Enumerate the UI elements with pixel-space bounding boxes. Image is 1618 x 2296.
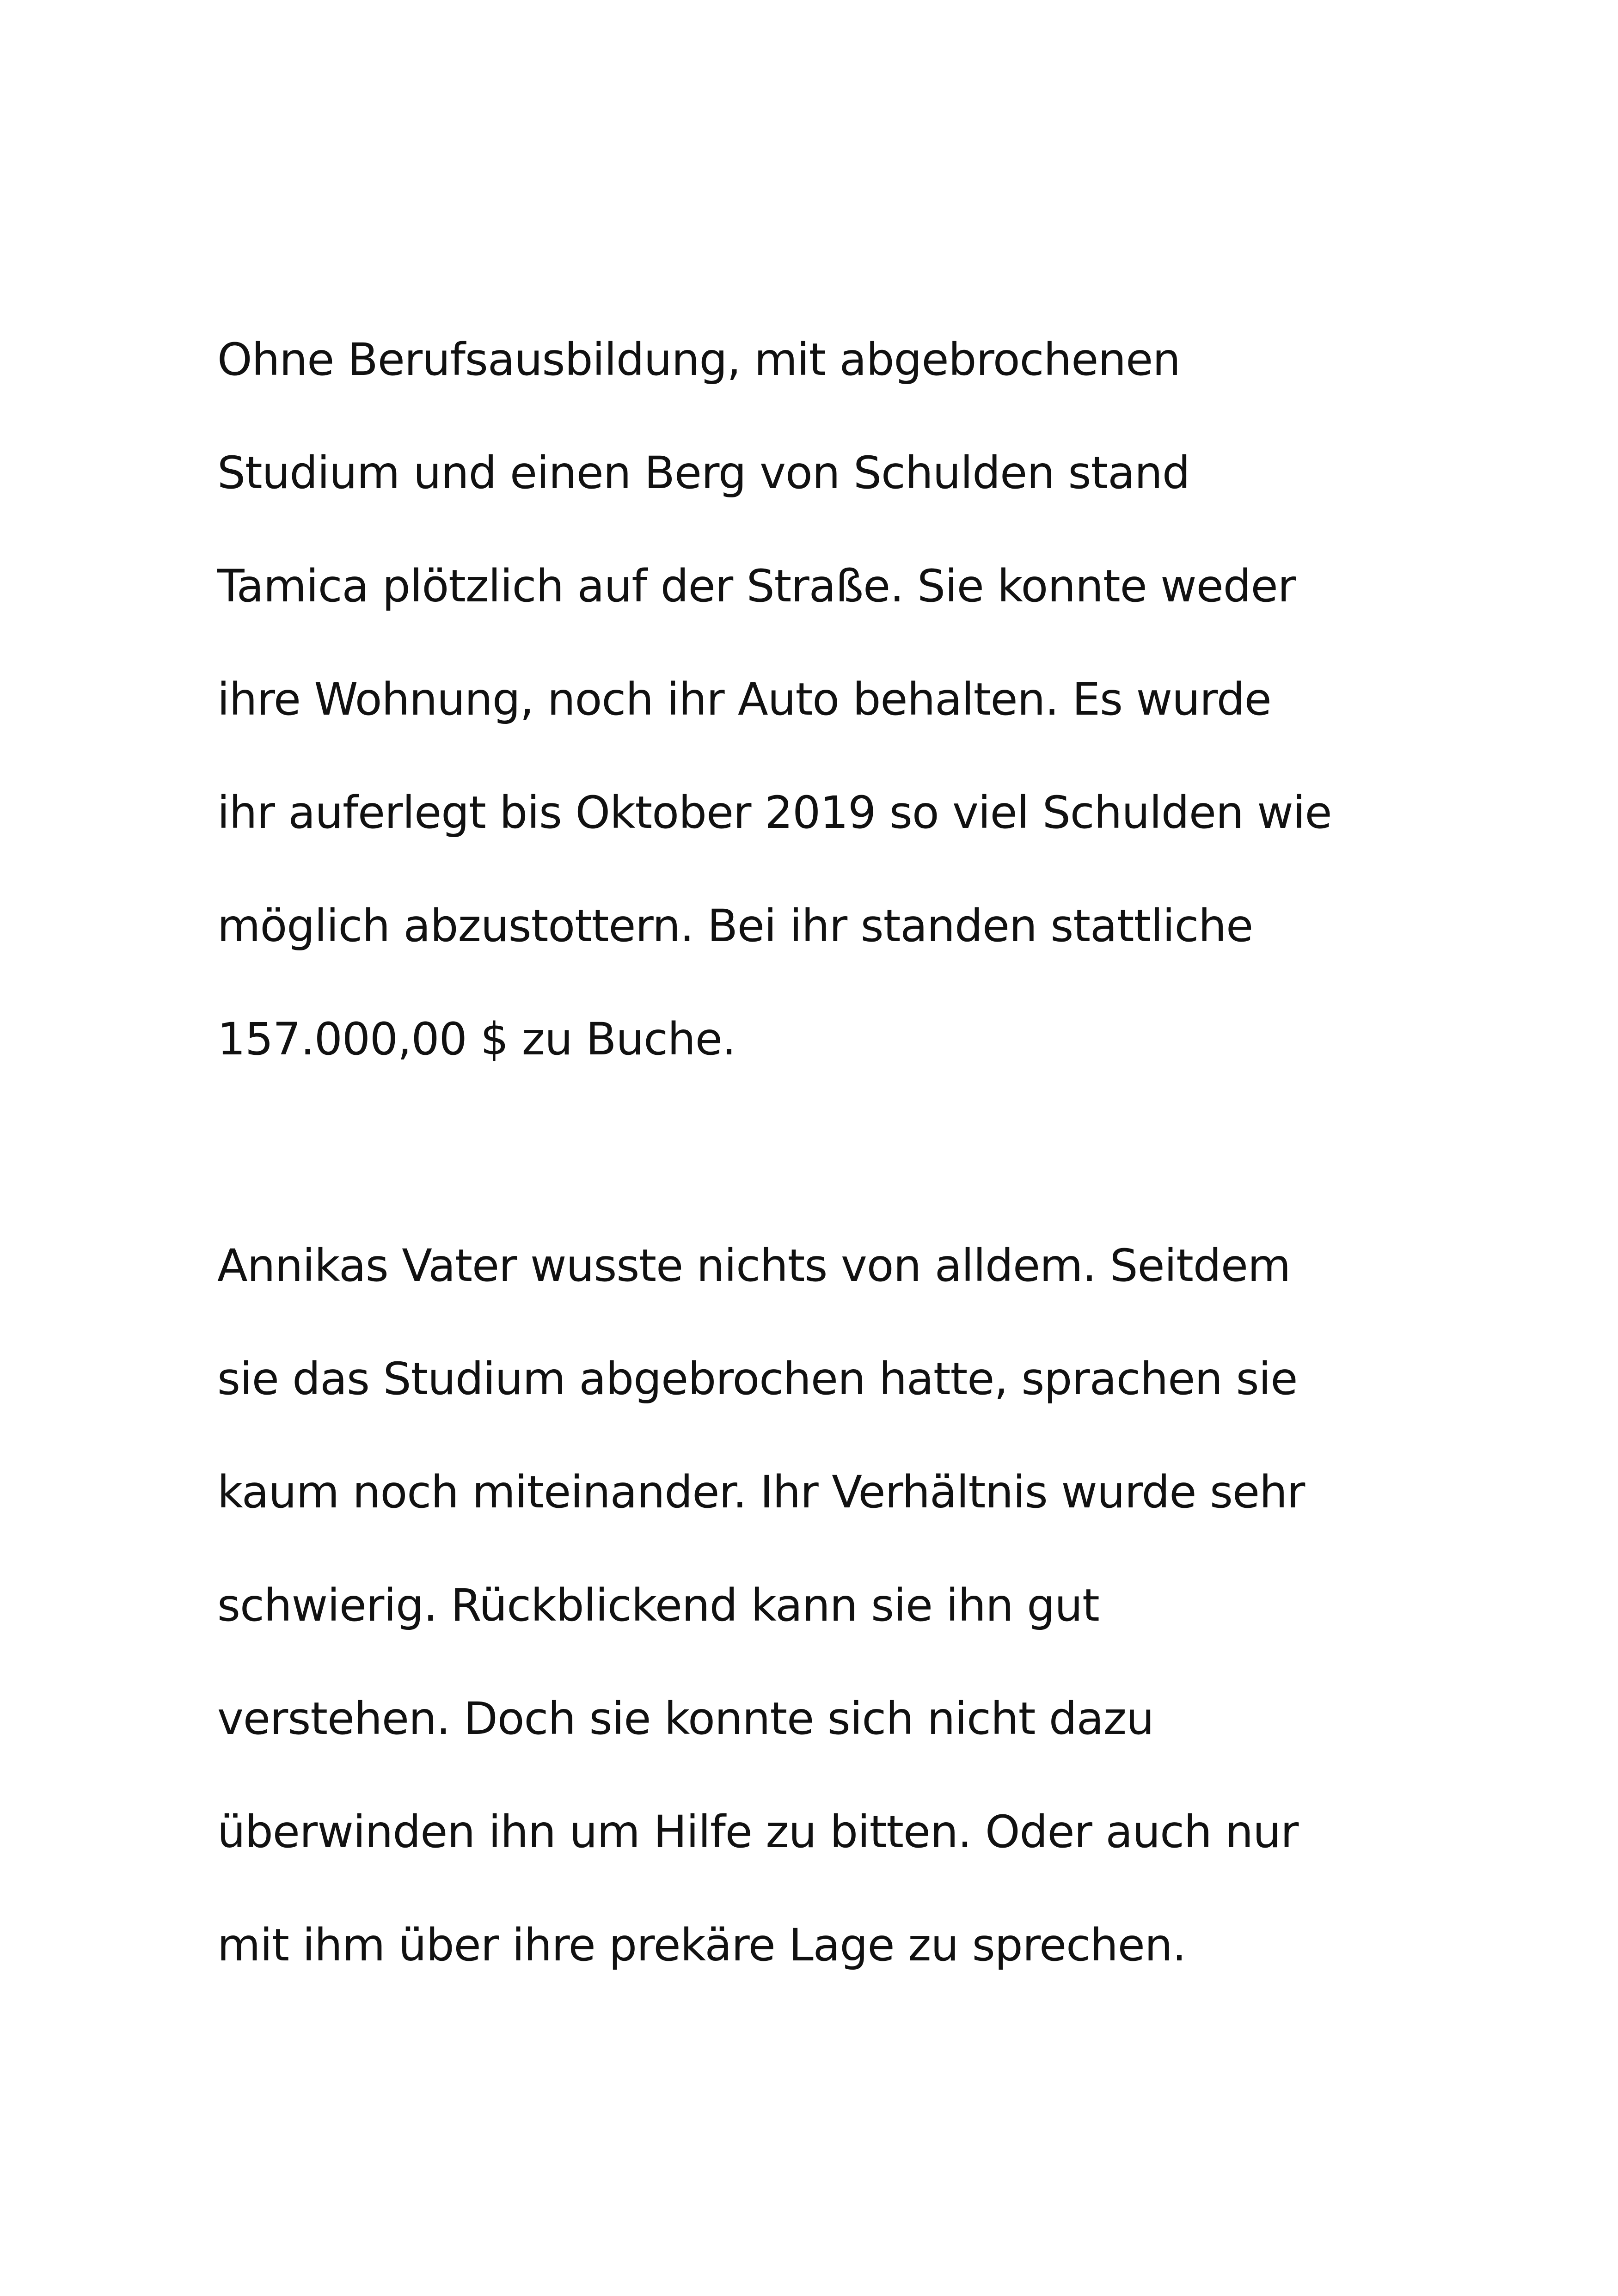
paragraph-2-line-4: schwierig. Rückblickend kann sie ihn gut bbox=[217, 1580, 1099, 1631]
paragraph-2-line-2: sie das Studium abgebrochen hatte, sprachen sie bbox=[217, 1353, 1298, 1405]
paragraph-2-line-3: kaum noch miteinander. Ihr Verhältnis wurde sehr bbox=[217, 1466, 1305, 1518]
paragraph-1-line-4: ihre Wohnung, noch ihr Auto behalten. Es wurde bbox=[217, 673, 1271, 725]
paragraph-2-line-1: Annikas Vater wusste nichts von alldem. Seitdem bbox=[217, 1240, 1291, 1292]
paragraph-2-line-7: mit ihm über ihre prekäre Lage zu sprechen. bbox=[217, 1919, 1186, 1971]
paragraph-2-line-6: überwinden ihn um Hilfe zu bitten. Oder auch nur bbox=[217, 1806, 1299, 1858]
paragraph-1-line-1: Ohne Berufsausbildung, mit abgebrochenen bbox=[217, 334, 1181, 386]
paragraph-2-line-5: verstehen. Doch sie konnte sich nicht dazu bbox=[217, 1693, 1154, 1745]
paragraph-1-line-7: 157.000,00 $ zu Buche. bbox=[217, 1013, 736, 1065]
paragraph-1-line-6: möglich abzustottern. Bei ihr standen stattliche bbox=[217, 900, 1253, 952]
paragraph-1-line-5: ihr auferlegt bis Oktober 2019 so viel Schulden wie bbox=[217, 787, 1332, 839]
paragraph-1-line-3: Tamica plötzlich auf der Straße. Sie konnte weder bbox=[217, 560, 1296, 612]
paragraph-1-line-2: Studium und einen Berg von Schulden stand bbox=[217, 447, 1190, 499]
